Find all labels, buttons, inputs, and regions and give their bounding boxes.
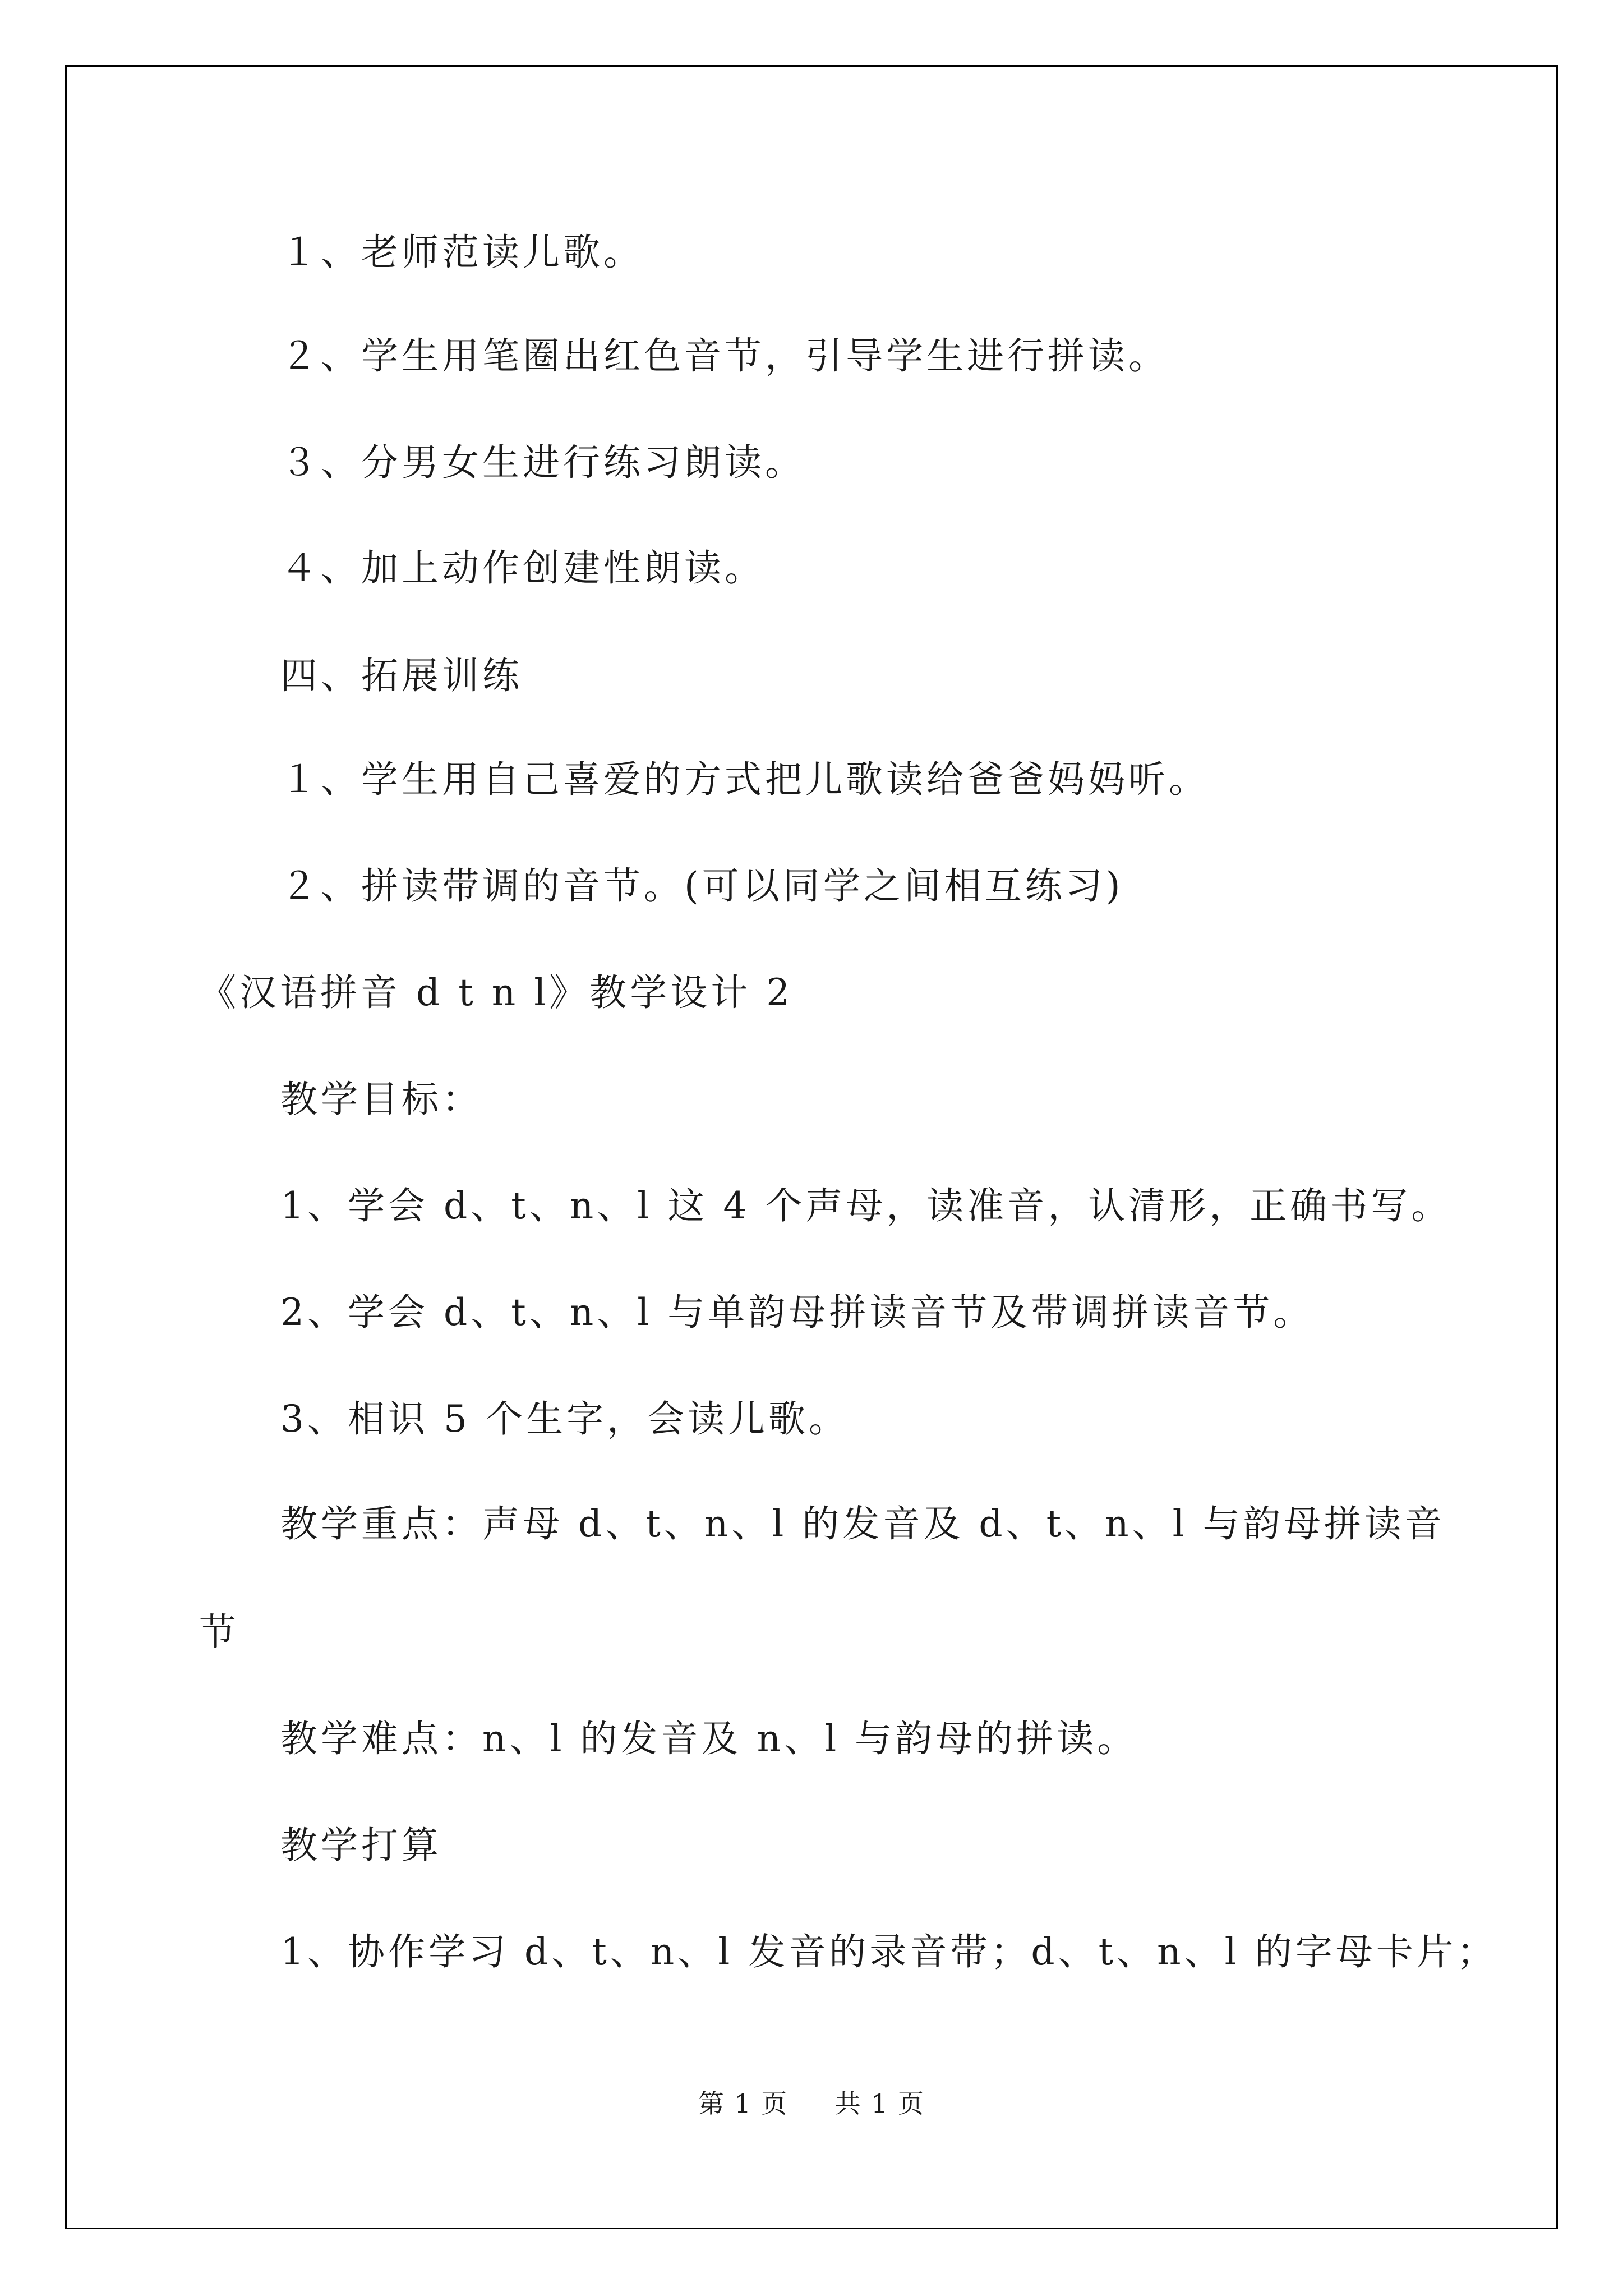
paragraph-step-2: ２、学生用笔圈出红色音节，引导学生进行拼读。 xyxy=(280,334,1169,378)
paragraph-extension-1: １、学生用自己喜爱的方式把儿歌读给爸爸妈妈听。 xyxy=(280,758,1209,801)
objective-2: 2、学会 d、t、n、l 与单韵母拼读音节及带调拼读音节。 xyxy=(280,1291,1314,1334)
heading-objectives: 教学目标： xyxy=(280,1078,482,1121)
key-points: 教学重点：声母 d、t、n、l 的发音及 d、t、n、l 与韵母拼读音 xyxy=(280,1502,1445,1545)
paragraph-step-1: １、老师范读儿歌。 xyxy=(280,231,644,274)
objective-1: 1、学会 d、t、n、l 这 4 个声母，读准音，认清形，正确书写。 xyxy=(280,1184,1452,1227)
difficult-points: 教学难点：n、l 的发音及 n、l 与韵母的拼读。 xyxy=(280,1717,1138,1760)
page-footer xyxy=(0,2087,1623,2120)
paragraph-step-4: ４、加上动作创建性朗读。 xyxy=(280,546,765,590)
key-points-continued: 节 xyxy=(199,1611,239,1654)
paragraph-extension-2: ２、拼读带调的音节。(可以同学之间相互练习) xyxy=(280,864,1124,908)
document-title: 《汉语拼音 d t n l》教学设计 2 xyxy=(199,971,794,1014)
section-heading-extension: 四、拓展训练 xyxy=(280,654,523,697)
heading-preparation: 教学打算 xyxy=(280,1824,442,1867)
objective-3: 3、相识 5 个生字，会读儿歌。 xyxy=(280,1397,849,1441)
preparation-1: 1、协作学习 d、t、n、l 发音的录音带；d、t、n、l 的字母卡片； xyxy=(280,1930,1497,1973)
page-border xyxy=(65,65,1558,2229)
page-total: 共 1 页 xyxy=(834,2088,925,2119)
page-number: 第 1 页 xyxy=(698,2088,789,2119)
paragraph-step-3: ３、分男女生进行练习朗读。 xyxy=(280,441,805,484)
